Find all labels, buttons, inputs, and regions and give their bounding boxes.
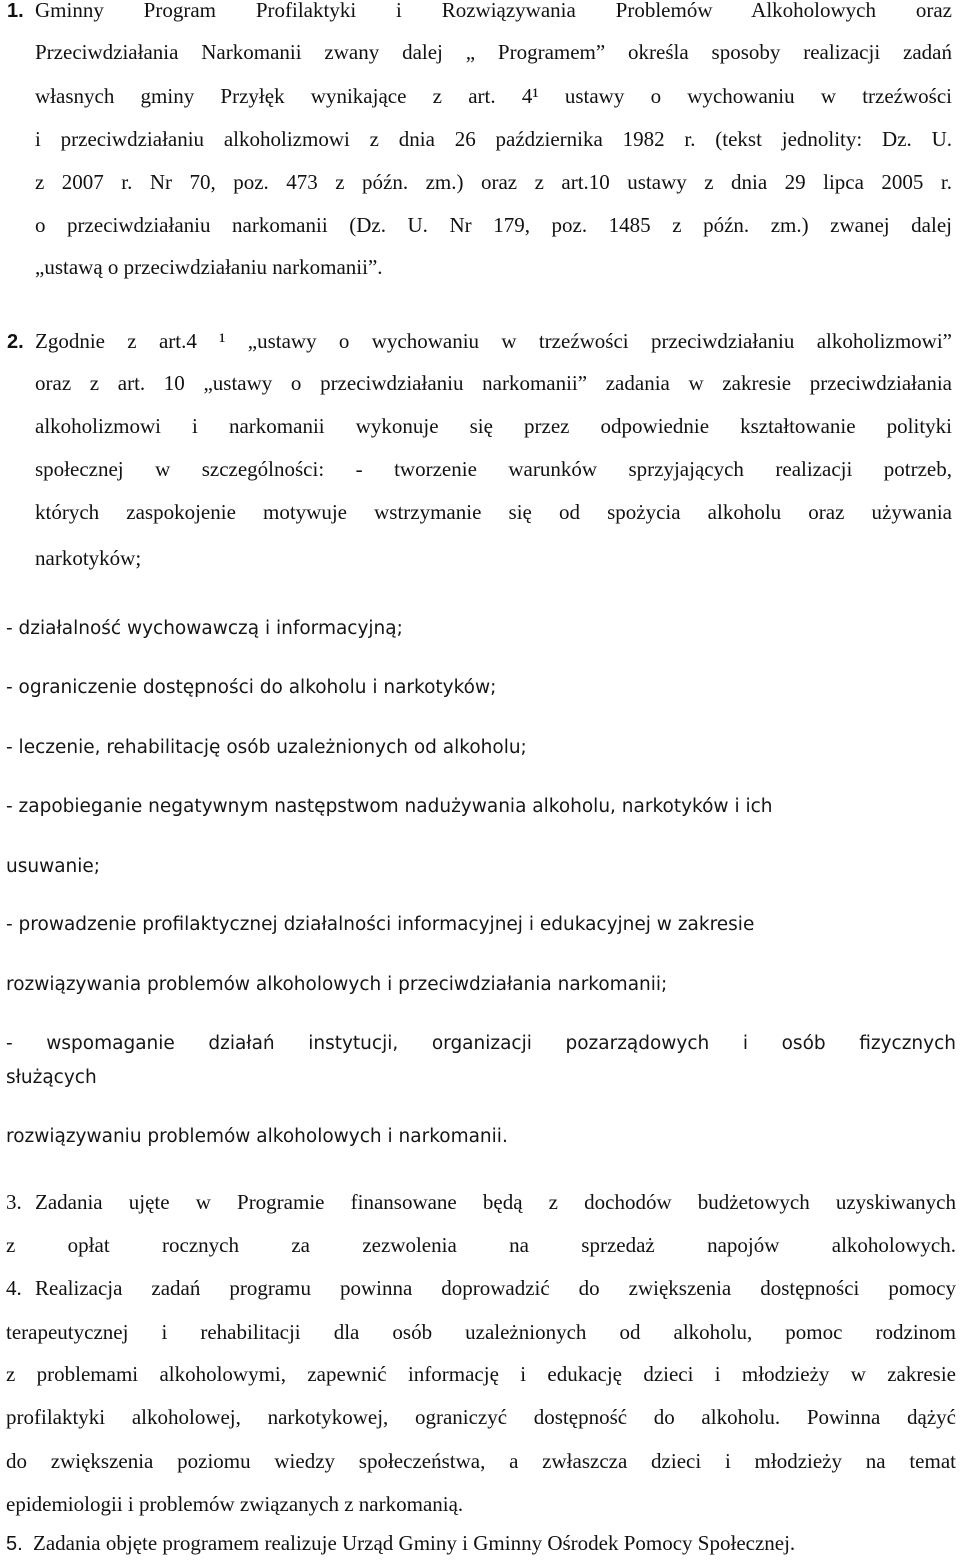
section-2-line-2: oraz z art. 10 „ustawy o przeciwdziałaniu narkomanii” zadania w zakresie przeciwdziałania: [35, 371, 952, 395]
list-item-continuation: rozwiązywaniu problemów alkoholowych i narkomanii.: [6, 1126, 508, 1147]
section-2-line-1: Zgodnie z art.4 ¹ „ustawy o wychowaniu w trzeźwości przeciwdziałaniu alkoholizmowi”: [35, 329, 952, 353]
list-item: - wspomaganie działań instytucji, organizacji pozarządowych i osób fizycznych: [6, 1033, 956, 1054]
section-3-line-1: Zadania ujęte w Programie finansowane będą z dochodów budżetowych uzyskiwanych: [35, 1190, 956, 1214]
section-2-line-3: alkoholizmowi i narkomanii wykonuje się przez odpowiednie kształtowanie polityki: [35, 414, 952, 438]
section-1-number: 1.: [7, 0, 24, 22]
section-2-line-5: których zaspokojenie motywuje wstrzymanie się od spożycia alkoholu oraz używania: [35, 500, 952, 524]
section-1-line-6: o przeciwdziałaniu narkomanii (Dz. U. Nr 179, poz. 1485 z późn. zm.) zwanej dalej: [35, 213, 952, 237]
section-4-line-5: do zwiększenia poziomu wiedzy społeczeństwa, a zwłaszcza dzieci i młodzieży na temat: [6, 1449, 956, 1473]
section-5-number: 5.: [6, 1533, 23, 1555]
section-4-line-6: epidemiologii i problemów związanych z narkomanią.: [6, 1492, 464, 1516]
list-item: - działalność wychowawczą i informacyjną;: [6, 618, 403, 639]
section-2-line-6: narkotyków;: [35, 546, 142, 570]
section-2-line-4: społecznej w szczególności: - tworzenie warunków sprzyjających realizacji potrzeb,: [35, 457, 952, 481]
section-1-line-2: Przeciwdziałania Narkomanii zwany dalej „ Programem” określa sposoby realizacji zadań: [35, 40, 952, 64]
section-4-number: 4.: [6, 1276, 22, 1300]
section-5-text: Zadania objęte programem realizuje Urząd Gminy i Gminny Ośrodek Pomocy Społecznej.: [33, 1531, 796, 1555]
section-4-line-3: z problemami alkoholowymi, zapewnić informację i edukację dzieci i młodzieży w zakresie: [6, 1362, 956, 1386]
section-1-line-7: „ustawą o przeciwdziałaniu narkomanii”.: [35, 255, 383, 279]
list-item-continuation: usuwanie;: [6, 856, 101, 877]
section-1-line-4: i przeciwdziałaniu alkoholizmowi z dnia 26 października 1982 r. (tekst jednolity: Dz. U.: [35, 127, 952, 151]
section-1-line-1: Gminny Program Profilaktyki i Rozwiązywania Problemów Alkoholowych oraz: [35, 0, 952, 22]
list-item: - zapobieganie negatywnym następstwom nadużywania alkoholu, narkotyków i ich: [6, 796, 773, 817]
section-4-line-2: terapeutycznej i rehabilitacji dla osób uzależnionych od alkoholu, pomoc rodzinom: [6, 1320, 956, 1344]
list-item: - ograniczenie dostępności do alkoholu i narkotyków;: [6, 677, 497, 698]
section-1-line-5: z 2007 r. Nr 70, poz. 473 z późn. zm.) oraz z art.10 ustawy z dnia 29 lipca 2005 r.: [35, 170, 952, 194]
section-3-line-2: z opłat rocznych za zezwolenia na sprzedaż napojów alkoholowych.: [6, 1233, 956, 1257]
section-4-line-1: Realizacja zadań programu powinna doprowadzić do zwiększenia dostępności pomocy: [35, 1276, 956, 1300]
section-3-number: 3.: [6, 1190, 22, 1214]
list-item-continuation: rozwiązywania problemów alkoholowych i przeciwdziałania narkomanii;: [6, 974, 668, 995]
section-4-line-4: profilaktyki alkoholowej, narkotykowej, ograniczyć dostępność do alkoholu. Powinna dążyć: [6, 1405, 956, 1429]
section-2-number: 2.: [7, 331, 24, 353]
list-item: - prowadzenie profilaktycznej działalności informacyjnej i edukacyjnej w zakresie: [6, 914, 755, 935]
list-item: - leczenie, rehabilitację osób uzależnionych od alkoholu;: [6, 737, 527, 758]
list-item-continuation: służących: [6, 1067, 97, 1088]
section-1-line-3: własnych gminy Przyłęk wynikające z art. 4¹ ustawy o wychowaniu w trzeźwości: [35, 84, 952, 108]
